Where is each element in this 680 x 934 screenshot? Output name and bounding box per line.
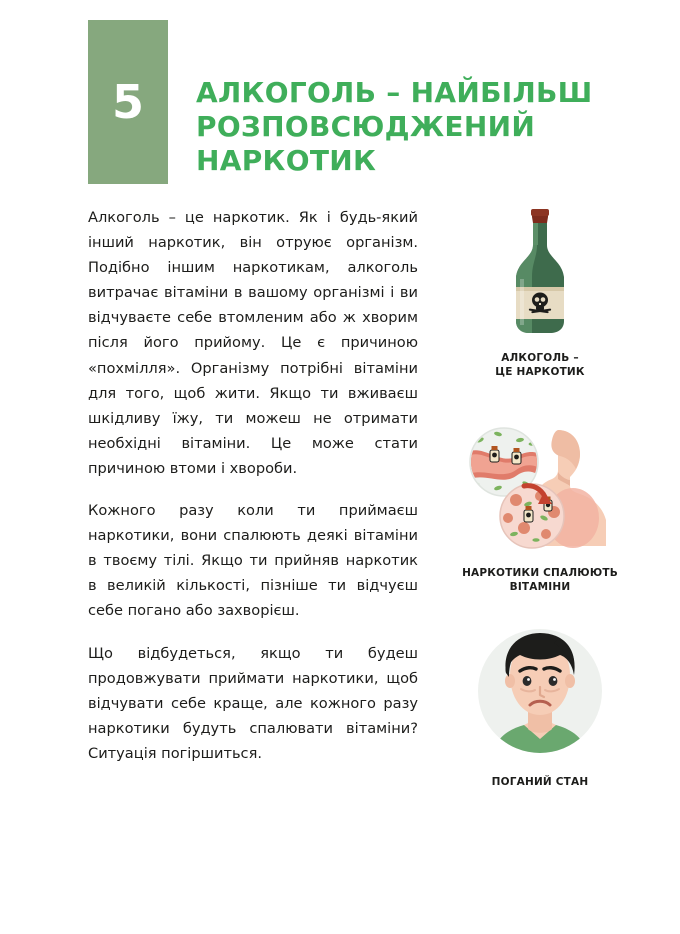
figure-column <box>440 195 640 799</box>
paragraph-3: Що відбудеться, якщо ти будеш продовжувати приймати наркотики, щоб відчувати себе краще, але кожного разу наркотики будуть спалювати вітаміни? Ситуація погіршиться. <box>88 644 418 762</box>
figure-caption-alcohol-line1: АЛКОГОЛЬ – <box>501 352 579 364</box>
body-vitamins-icon <box>440 400 640 560</box>
figure-alcohol-bottle <box>440 195 640 380</box>
page-title: АЛКОГОЛЬ – НАЙБІЛЬШ РОЗПОВСЮДЖЕНИЙ НАРКОТИК <box>196 76 593 178</box>
body-text-column <box>88 205 418 766</box>
figure-caption-vitamins <box>440 566 640 595</box>
figure-caption-vitamins-line1: НАРКОТИКИ СПАЛЮЮТЬ <box>462 566 618 579</box>
figure-caption-bad-condition: ПОГАНИЙ СТАН <box>491 775 589 788</box>
figure-caption-vitamins-line2: ВІТАМІНИ <box>509 581 571 594</box>
chapter-header <box>88 20 628 190</box>
figure-caption-alcohol-line2: ЦЕ НАРКОТИК <box>495 366 585 379</box>
figure-caption-alcohol <box>440 351 640 380</box>
sick-boy-icon <box>440 619 640 769</box>
figure-bad-condition <box>440 619 640 789</box>
chapter-number-box <box>88 20 168 184</box>
chapter-number: 5 <box>111 75 144 129</box>
paragraph-2: Кожного разу коли ти приймаєш наркотики, вони спалюють деякі вітаміни в твоєму тілі. Якщо ти прийняв наркотик в великій кількості, пізніше ти відчуєш себе погано або захворієш. <box>88 502 418 620</box>
figure-burning-vitamins <box>440 400 640 595</box>
poison-bottle-icon <box>440 195 640 345</box>
paragraph-1: Алкоголь – це наркотик. Як і будь-який інший наркотик, він отруює організм. Подібно іншим наркотикам, алкоголь витрачає вітаміни в вашому організмі і ви відчуваєте себе втомленим або ж хворим після його прийому. Це є причиною «похмілля». Організму потрібні вітаміни для того, щоб жити. Якщо ти вживаєш шкідливу їжу, ти можеш не отримати необхідні вітаміни. Це може стати причиною втоми і хвороби. <box>88 209 418 477</box>
